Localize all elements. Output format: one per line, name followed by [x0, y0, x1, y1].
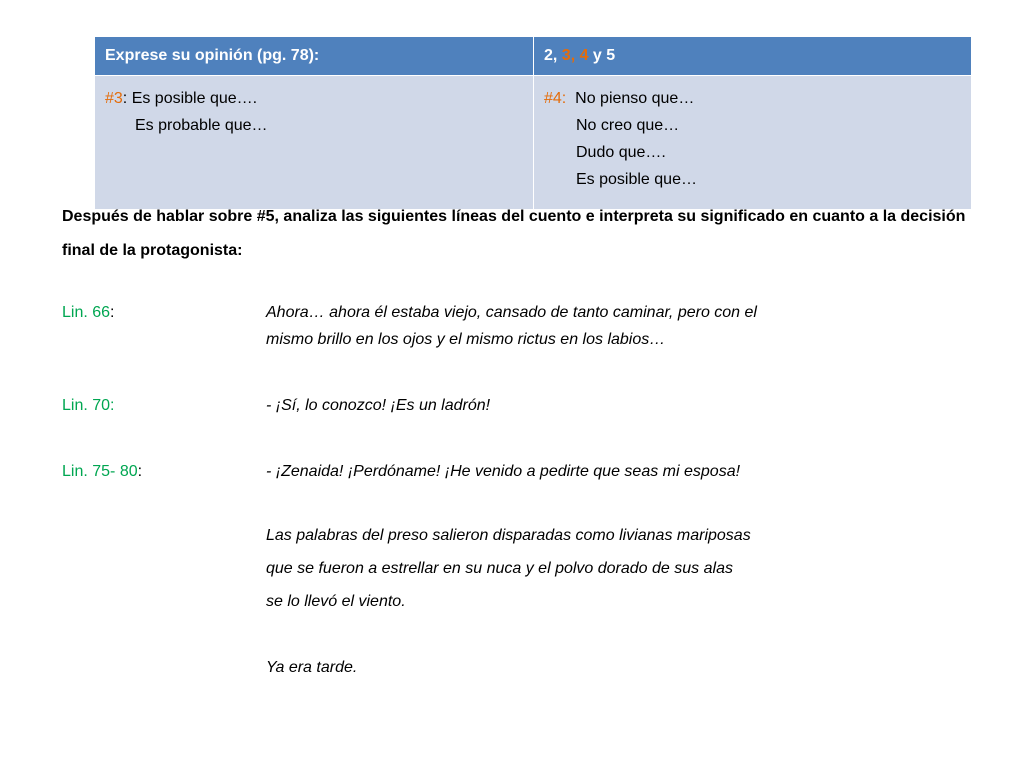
cell-question-4 — [534, 76, 972, 210]
header-cell-opinion — [95, 37, 534, 76]
quote — [266, 392, 926, 419]
phrase: Dudo que…. — [576, 144, 666, 161]
line-suffix: : — [137, 463, 143, 480]
phrase: Es posible que… — [576, 171, 697, 188]
opinion-table — [94, 36, 972, 210]
story-paragraph — [266, 519, 751, 618]
line-label — [62, 392, 114, 419]
quote-line: mismo brillo en los ojos y el mismo rictus en los labios… — [266, 331, 666, 348]
quote-line: - ¡Zenaida! ¡Perdóname! ¡He venido a pedirte que seas mi esposa! — [266, 463, 741, 480]
table-row — [95, 76, 972, 210]
line-number: Lin. 75- 80 — [62, 463, 138, 480]
line-label — [62, 299, 115, 326]
phrase: No creo que… — [576, 117, 680, 134]
header-q4: 4 — [575, 47, 589, 64]
line-number: Lin. 66 — [62, 304, 111, 321]
quote-line: Ahora… ahora él estaba viejo, cansado de tanto caminar, pero con el — [266, 304, 757, 321]
header-q3: 3, — [561, 47, 576, 64]
header-opinion-text: Exprese su opinión (pg. 78): — [105, 47, 320, 64]
quote-line: - ¡Sí, lo conozco! ¡Es un ladrón! — [266, 397, 491, 414]
instruction-text: Después de hablar sobre #5, analiza las siguientes líneas del cuento e interpreta su significado en cuanto a la decisión final de la protagonista: — [62, 208, 966, 259]
phrase: No pienso que… — [575, 90, 695, 107]
question-number-3: #3 — [105, 90, 123, 107]
quote — [266, 458, 926, 485]
phrase: Es probable que… — [135, 117, 268, 134]
header-q5: y 5 — [588, 47, 616, 64]
story-line: se lo llevó el viento. — [266, 593, 406, 610]
line-suffix: : — [110, 304, 115, 321]
line-label — [62, 458, 142, 485]
table-header-row — [95, 37, 972, 76]
cell-4-line-1 — [544, 85, 961, 112]
header-q2: 2, — [544, 47, 562, 64]
story-line: que se fueron a estrellar en su nuca y el polvo dorado de sus alas — [266, 560, 733, 577]
header-cell-questions — [534, 37, 972, 76]
question-number-4: #4: — [544, 90, 567, 107]
line-number: Lin. 70: — [62, 397, 115, 414]
cell-3-line-1: #3: Es posible que…. — [105, 90, 258, 107]
closing-line: Ya era tarde. — [266, 659, 358, 676]
phrase: Es posible que…. — [131, 90, 258, 107]
cell-question-3 — [95, 76, 534, 210]
quote — [266, 299, 926, 353]
story-line: Las palabras del preso salieron disparadas como livianas mariposas — [266, 527, 751, 544]
